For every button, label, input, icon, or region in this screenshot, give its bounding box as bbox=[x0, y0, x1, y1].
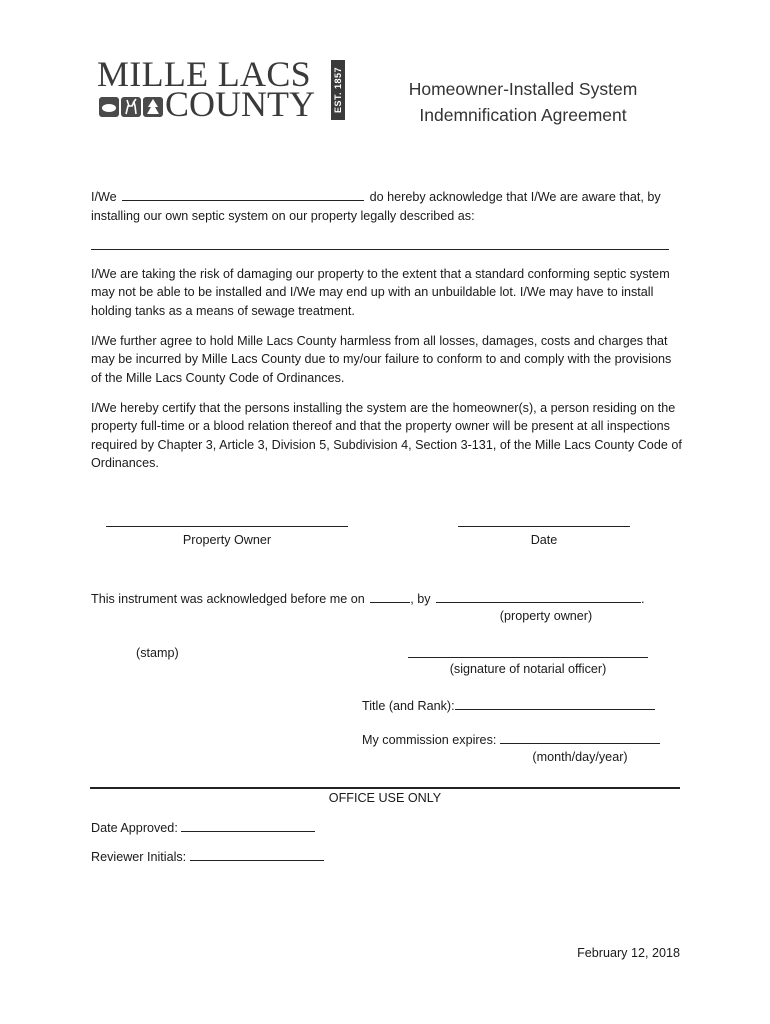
title-rank-blank[interactable] bbox=[455, 697, 655, 710]
intro-start: I/We bbox=[91, 190, 117, 204]
commission-blank[interactable] bbox=[500, 731, 660, 744]
office-divider bbox=[90, 787, 680, 789]
footer-date: February 12, 2018 bbox=[577, 946, 680, 960]
title-line-2: Indemnification Agreement bbox=[419, 105, 627, 125]
date-approved-label: Date Approved: bbox=[91, 821, 178, 835]
certify-paragraph: I/We hereby certify that the persons installing the system are the homeowner(s), a person residing on the property full-time or a blood relation thereof and that the property owner will be present at all inspections required by Chapter 3, Article 3, Division 5, Subdivision 4, Section 3-131, of the Mille Lacs County Code of Ordinances. bbox=[91, 401, 682, 471]
names-blank[interactable] bbox=[122, 188, 364, 201]
reviewer-initials-blank[interactable] bbox=[190, 848, 324, 861]
date-approved-line bbox=[91, 819, 391, 837]
logo-est-badge bbox=[331, 60, 345, 120]
legal-description-blank[interactable] bbox=[91, 249, 669, 250]
title-line-1: Homeowner-Installed System bbox=[408, 79, 638, 99]
logo-bottom-text: COUNTY bbox=[165, 84, 315, 124]
ack-date-blank[interactable] bbox=[370, 590, 410, 603]
logo-top-text: MILLE LACS bbox=[97, 54, 311, 94]
harmless-paragraph: I/We further agree to hold Mille Lacs County harmless from all losses, damages, costs and charges that may be incurred by Mille Lacs County due to my/our failure to conform to and comply with the provisions of the Mille Lacs County Code of Ordinances. bbox=[91, 334, 672, 385]
commission-label: My commission expires: bbox=[362, 733, 497, 747]
commission-line bbox=[362, 731, 682, 749]
property-owner-caption: (property owner) bbox=[499, 609, 593, 623]
ack-owner-blank[interactable] bbox=[436, 590, 641, 603]
date-signature-caption: Date bbox=[530, 533, 558, 547]
acknowledgment-line bbox=[91, 590, 691, 608]
owner-signature-line[interactable] bbox=[106, 526, 348, 527]
notary-signature-line[interactable] bbox=[408, 657, 648, 658]
reviewer-initials-label: Reviewer Initials: bbox=[91, 850, 187, 864]
intro-line-1 bbox=[91, 188, 691, 206]
ack-by: , by bbox=[410, 592, 431, 606]
ack-end: . bbox=[641, 592, 645, 606]
county-logo bbox=[97, 56, 347, 122]
intro-rest: do hereby acknowledge that I/We are aware that, by bbox=[369, 190, 661, 204]
date-signature-line[interactable] bbox=[458, 526, 630, 527]
reviewer-initials-line bbox=[91, 848, 391, 866]
title-rank-label: Title (and Rank): bbox=[362, 699, 455, 713]
title-rank-line bbox=[362, 697, 682, 715]
date-approved-blank[interactable] bbox=[181, 819, 315, 832]
ack-start: This instrument was acknowledged before me on bbox=[91, 592, 365, 606]
stamp-label: (stamp) bbox=[136, 646, 179, 660]
logo-est-text: EST. 1857 bbox=[333, 66, 343, 114]
owner-signature-caption: Property Owner bbox=[182, 533, 272, 547]
intro-line-2: installing our own septic system on our property legally described as: bbox=[91, 209, 475, 223]
notary-signature-caption: (signature of notarial officer) bbox=[449, 662, 607, 676]
commission-date-caption: (month/day/year) bbox=[532, 750, 628, 764]
office-use-heading: OFFICE USE ONLY bbox=[328, 791, 442, 805]
logo-icons bbox=[99, 94, 163, 120]
risk-paragraph: I/We are taking the risk of damaging our property to the extent that a standard conforming septic system may not be able to be installed and I/We may end up with an unbuildable lot. I/We may have to install holding tanks as a means of sewage treatment. bbox=[91, 267, 670, 318]
